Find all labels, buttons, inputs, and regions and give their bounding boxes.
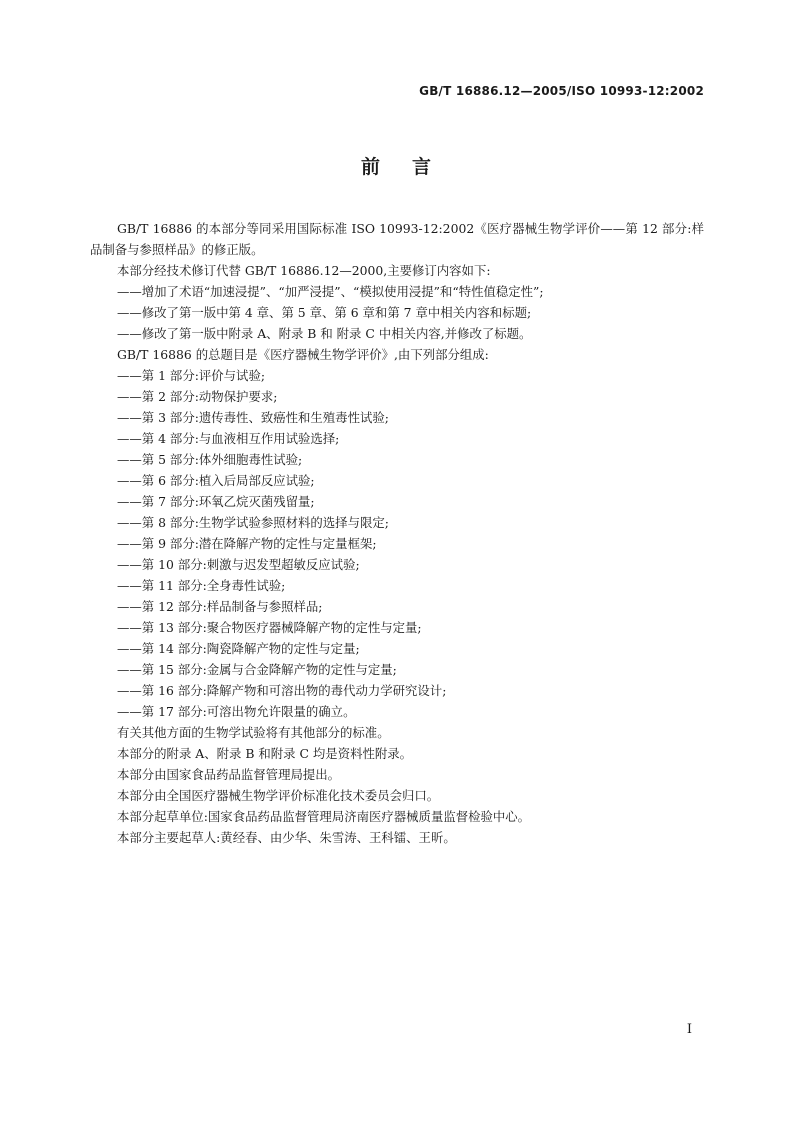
list-item: ——第 3 部分:遗传毒性、致癌性和生殖毒性试验; bbox=[117, 410, 389, 425]
list-item: ——第 4 部分:与血液相互作用试验选择; bbox=[117, 431, 340, 446]
standard-number-header: GB/T 16886.12—2005/ISO 10993-12:2002 bbox=[419, 84, 704, 98]
list-item: ——第 8 部分:生物学试验参照材料的选择与限定; bbox=[117, 515, 389, 530]
foreword-body bbox=[90, 218, 704, 848]
paragraph: 本部分主要起草人:黄经春、由少华、朱雪涛、王科镭、王昕。 bbox=[117, 830, 456, 845]
paragraph: GB/T 16886 的本部分等同采用国际标准 ISO 10993-12:2002《医疗器械生物学评价——第 12 部分:样品制备与参照样品》的修正版。 bbox=[90, 221, 704, 257]
page-title bbox=[0, 152, 794, 179]
title-char-2: 言 bbox=[412, 156, 434, 178]
list-item: ——修改了第一版中附录 A、附录 B 和 附录 C 中相关内容,并修改了标题。 bbox=[117, 326, 532, 341]
paragraph: 本部分由国家食品药品监督管理局提出。 bbox=[117, 767, 341, 782]
list-item: ——第 2 部分:动物保护要求; bbox=[117, 389, 278, 404]
list-item: ——第 15 部分:金属与合金降解产物的定性与定量; bbox=[117, 662, 397, 677]
list-item: ——第 11 部分:全身毒性试验; bbox=[117, 578, 286, 593]
title-char-1: 前 bbox=[360, 156, 382, 178]
list-item: ——增加了术语“加速浸提”、“加严浸提”、“模拟使用浸提”和“特性值稳定性”; bbox=[117, 284, 544, 299]
list-item: ——第 9 部分:潜在降解产物的定性与定量框架; bbox=[117, 536, 377, 551]
list-item: ——第 14 部分:陶瓷降解产物的定性与定量; bbox=[117, 641, 360, 656]
list-item: ——第 1 部分:评价与试验; bbox=[117, 368, 266, 383]
paragraph: 本部分由全国医疗器械生物学评价标准化技术委员会归口。 bbox=[117, 788, 440, 803]
paragraph: 本部分起草单位:国家食品药品监督管理局济南医疗器械质量监督检验中心。 bbox=[117, 809, 531, 824]
list-item: ——第 7 部分:环氧乙烷灭菌残留量; bbox=[117, 494, 315, 509]
list-item: ——修改了第一版中第 4 章、第 5 章、第 6 章和第 7 章中相关内容和标题; bbox=[117, 305, 532, 320]
list-item: ——第 10 部分:刺激与迟发型超敏反应试验; bbox=[117, 557, 360, 572]
list-item: ——第 13 部分:聚合物医疗器械降解产物的定性与定量; bbox=[117, 620, 422, 635]
paragraph: 有关其他方面的生物学试验将有其他部分的标准。 bbox=[117, 725, 390, 740]
list-item: ——第 17 部分:可溶出物允许限量的确立。 bbox=[117, 704, 356, 719]
paragraph: GB/T 16886 的总题目是《医疗器械生物学评价》,由下列部分组成: bbox=[117, 347, 489, 362]
paragraph: 本部分的附录 A、附录 B 和附录 C 均是资料性附录。 bbox=[117, 746, 413, 761]
page-number: I bbox=[686, 1022, 692, 1037]
list-item: ——第 12 部分:样品制备与参照样品; bbox=[117, 599, 323, 614]
list-item: ——第 16 部分:降解产物和可溶出物的毒代动力学研究设计; bbox=[117, 683, 447, 698]
list-item: ——第 6 部分:植入后局部反应试验; bbox=[117, 473, 315, 488]
paragraph: 本部分经技术修订代替 GB/T 16886.12—2000,主要修订内容如下: bbox=[117, 263, 491, 278]
list-item: ——第 5 部分:体外细胞毒性试验; bbox=[117, 452, 303, 467]
